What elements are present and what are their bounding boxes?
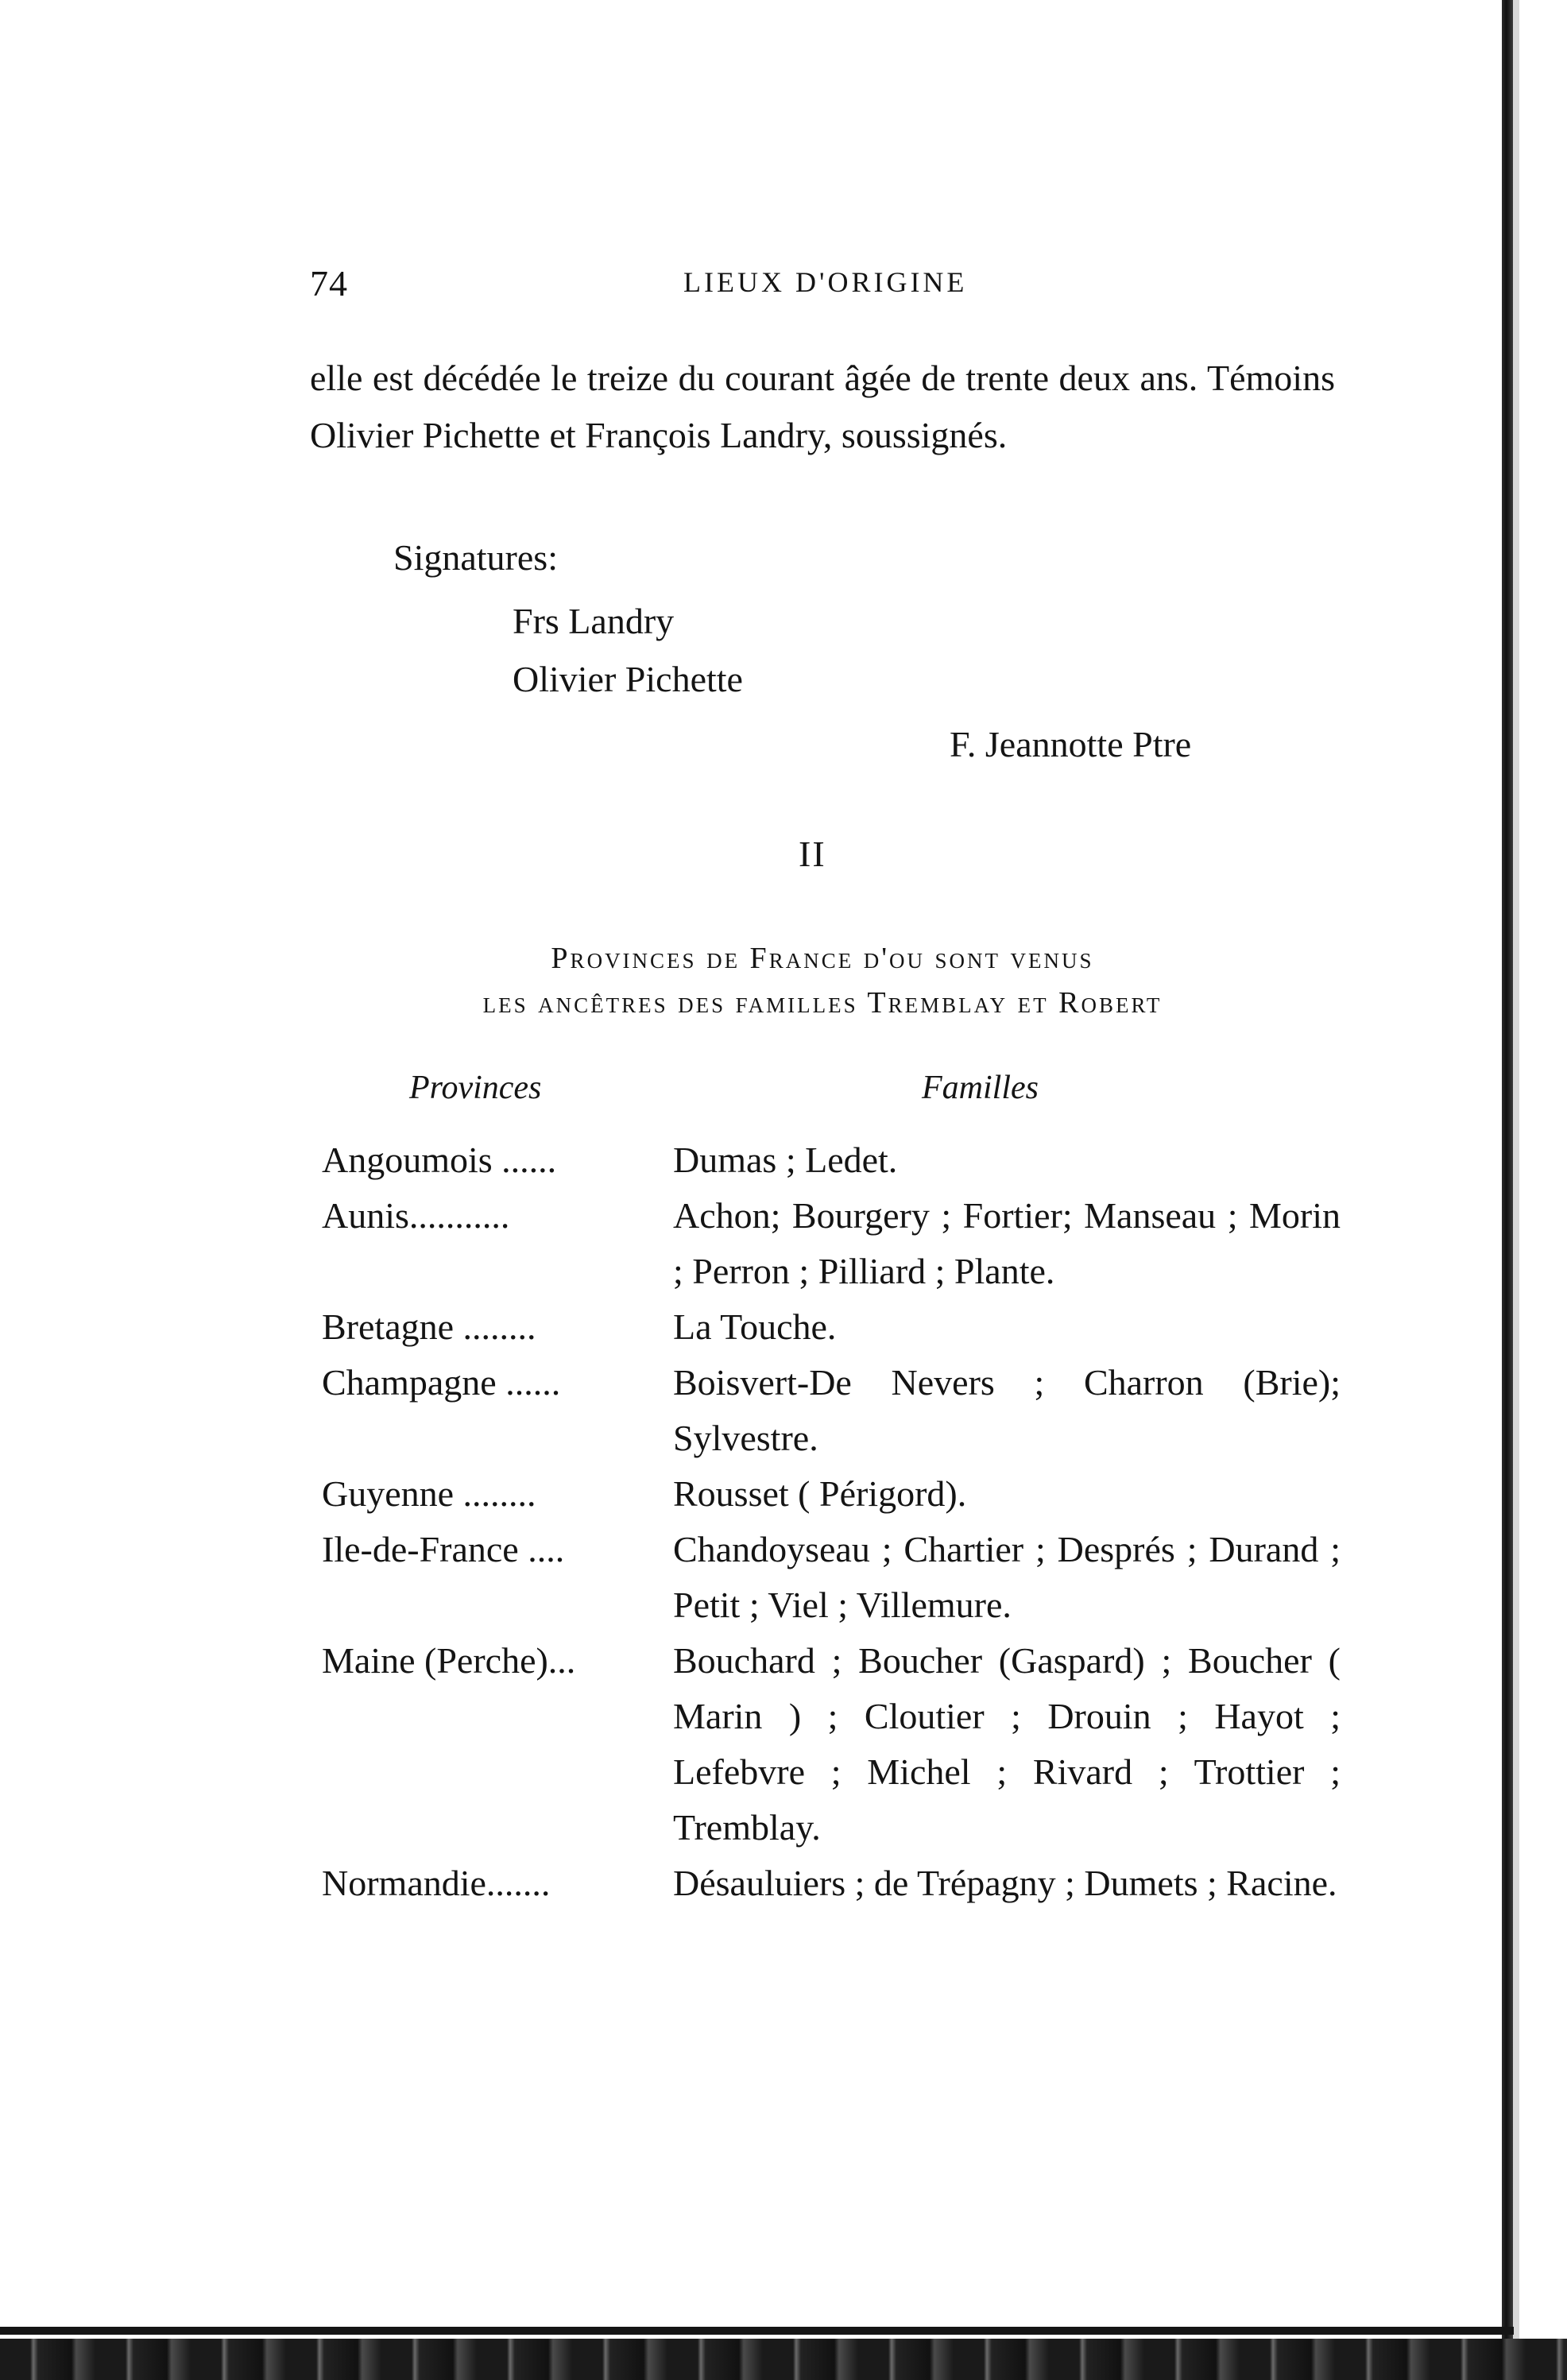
table-row xyxy=(322,1299,1347,1355)
scan-edge-bottom xyxy=(0,2339,1567,2380)
column-header-provinces: Provinces xyxy=(409,1070,542,1106)
page-number: 74 xyxy=(310,263,348,304)
section-title xyxy=(310,936,1335,1025)
section-title-line-1: Provinces de France d'ou sont venus xyxy=(551,942,1094,975)
province-cell: Bretagne ........ xyxy=(322,1306,536,1347)
familles-cell: Rousset ( Périgord). xyxy=(673,1473,967,1514)
table-row xyxy=(322,1188,1347,1299)
province-cell: Aunis........... xyxy=(322,1195,510,1236)
table-row xyxy=(322,1856,1347,1911)
scan-edge-right-light xyxy=(1513,0,1519,2352)
familles-cell: Boisvert-De Nevers ; Charron (Brie); Sylvestre. xyxy=(673,1362,1341,1458)
province-cell: Angoumois ...... xyxy=(322,1140,557,1180)
provinces-table xyxy=(322,1132,1347,1911)
signature-pichette: Olivier Pichette xyxy=(513,659,743,699)
province-cell: Ile-de-France .... xyxy=(322,1529,565,1569)
familles-cell: Dumas ; Ledet. xyxy=(673,1140,898,1180)
column-header-familles: Familles xyxy=(922,1070,1039,1106)
table-row xyxy=(322,1633,1347,1856)
page-header xyxy=(310,262,1335,310)
signature-jeannotte: F. Jeannotte Ptre xyxy=(950,724,1192,764)
familles-cell: Désauluiers ; de Trépagny ; Dumets ; Racine. xyxy=(673,1863,1337,1903)
familles-cell: Bouchard ; Boucher (Gaspard) ; Boucher ( Marin ) ; Cloutier ; Drouin ; Hayot ; Lefebvre ; Michel ; Rivard ; Trottier ; Tremblay. xyxy=(673,1640,1341,1848)
section-number: II xyxy=(799,834,826,874)
table-row xyxy=(322,1132,1347,1188)
body-paragraph: elle est décédée le treize du courant âgée de trente deux ans. Témoins Olivier Pichette et François Landry, soussignés. xyxy=(310,358,1335,455)
table-row xyxy=(322,1466,1347,1522)
familles-cell: Chandoyseau ; Chartier ; Després ; Durand ; Petit ; Viel ; Villemure. xyxy=(673,1529,1341,1625)
province-cell: Normandie....... xyxy=(322,1863,551,1903)
familles-cell: La Touche. xyxy=(673,1306,837,1347)
signatures-label: Signatures: xyxy=(393,537,558,578)
province-cell: Champagne ...... xyxy=(322,1362,561,1403)
province-cell: Guyenne ........ xyxy=(322,1473,536,1514)
section-title-line-2: les ancêtres des familles Tremblay et Robert xyxy=(482,986,1163,1020)
scan-edge-bottom-line xyxy=(0,2327,1514,2335)
running-head: LIEUX D'ORIGINE xyxy=(683,266,968,298)
table-row xyxy=(322,1355,1347,1466)
province-cell: Maine (Perche)... xyxy=(322,1640,576,1681)
scan-edge-right xyxy=(1502,0,1513,2352)
signature-landry: Frs Landry xyxy=(513,601,675,641)
table-row xyxy=(322,1522,1347,1633)
familles-cell: Achon; Bourgery ; Fortier; Manseau ; Morin ; Perron ; Pilliard ; Plante. xyxy=(673,1195,1341,1291)
